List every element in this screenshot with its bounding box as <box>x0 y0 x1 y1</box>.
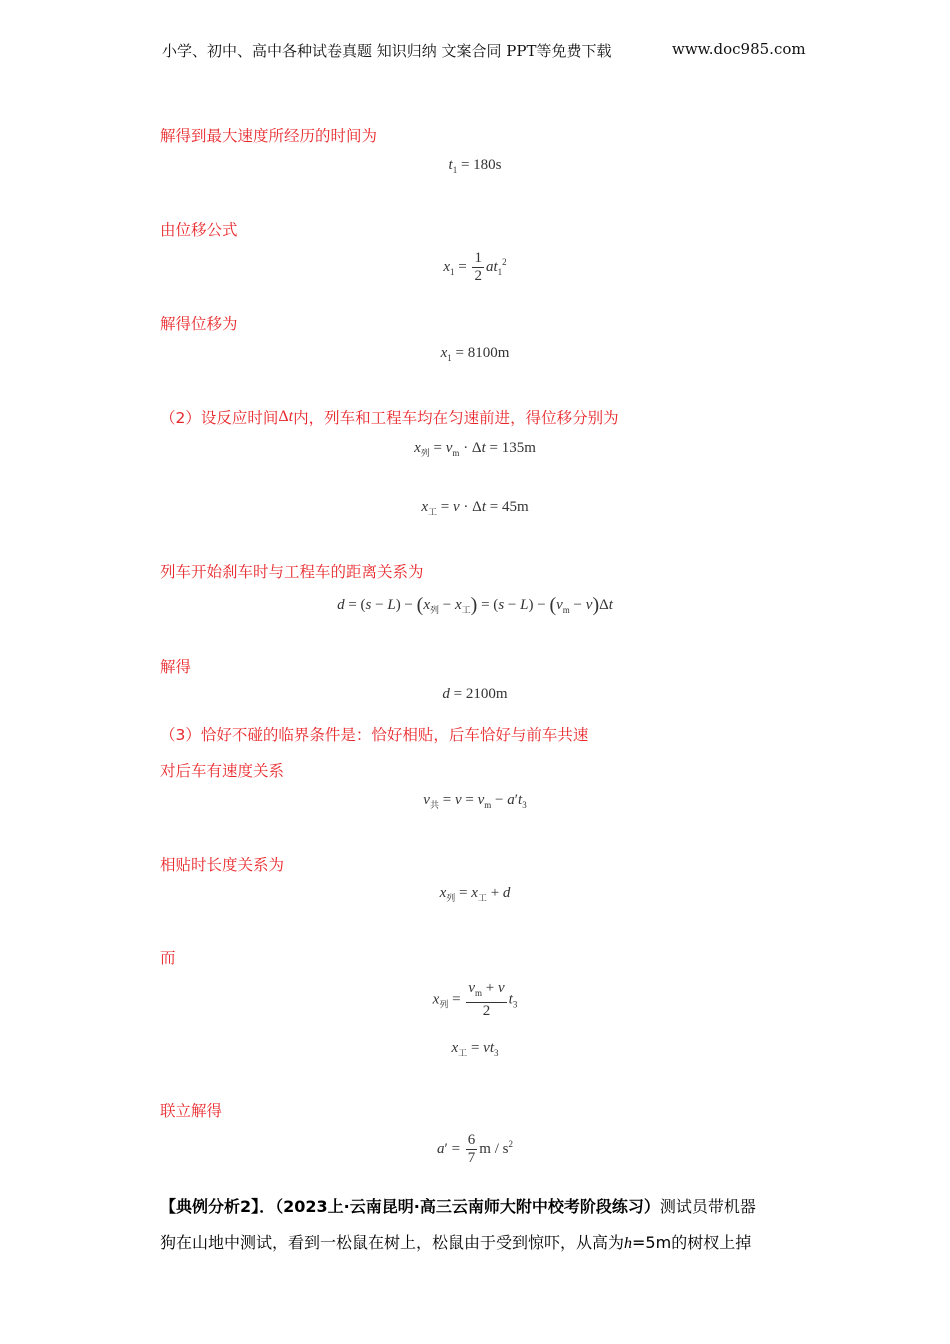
text-line-2: 由位移公式 <box>160 221 238 239</box>
equation-x-train-t3: $x_列$ = $\frac{v_m + v}{2}$ $t_3$ <box>432 980 518 1019</box>
text-line-3: 解得位移为 <box>160 315 238 333</box>
equation-x-work-t3: $x_工 = vt_3$ <box>451 1040 499 1058</box>
equation-x1-formula: $x_1$ = $\frac{1}{2}$ $at_1^2$ <box>443 250 507 284</box>
text-line-8: 对后车有速度关系 <box>160 762 285 780</box>
equation-x-work: $x_工 = v \cdot \Delta t = 45m$ <box>421 499 529 517</box>
equation-velocity: $v_共 = v = v_m - a't_3$ <box>423 792 527 810</box>
equation-length: $x_列 = x_工 + d$ <box>439 885 511 903</box>
header-tagline: 小学、初中、高中各种试卷真题 知识归纳 文案合同 PPT等免费下载 <box>162 42 612 60</box>
equation-a-prime: a′ = $\frac{6}{7}$ m / $s^2$ <box>437 1132 513 1166</box>
text-line-9: 相贴时长度关系为 <box>160 856 285 874</box>
text-line-11: 联立解得 <box>160 1102 223 1120</box>
text-line-4: （2）设反应时间Δt内，列车和工程车均在匀速前进，得位移分别为 <box>160 408 619 427</box>
text-line-1: 解得到最大速度所经历的时间为 <box>160 127 378 145</box>
text-line-7: （3）恰好不碰的临界条件是：恰好相贴，后车恰好与前车共速 <box>160 726 589 744</box>
example-line-1: 【典例分析2】．（2023上·云南昆明·高三云南师大附中校考阶段练习）测试员带机器 <box>160 1197 756 1216</box>
equation-distance: $d = (s - L) - (x_列 - x_工) = (s - L) - (v_m - v)\Delta t$ <box>337 594 613 616</box>
header-website: www.doc985.com <box>672 40 806 58</box>
equation-x-train: $x_列 = v_m \cdot \Delta t = 135m$ <box>414 440 536 458</box>
equation-x1-value: $x_1 = 8100m$ <box>440 345 510 363</box>
text-line-6: 解得 <box>160 658 192 676</box>
equation-d-value: d = 2100m <box>442 686 508 702</box>
text-line-10: 而 <box>160 949 176 967</box>
text-line-5: 列车开始刹车时与工程车的距离关系为 <box>160 563 424 581</box>
equation-t1: $t_1 = 180s$ <box>448 157 502 175</box>
example-line-2: 狗在山地中测试，看到一松鼠在树上，松鼠由于受到惊吓，从高为h=5m的树杈上掉 <box>160 1233 752 1252</box>
